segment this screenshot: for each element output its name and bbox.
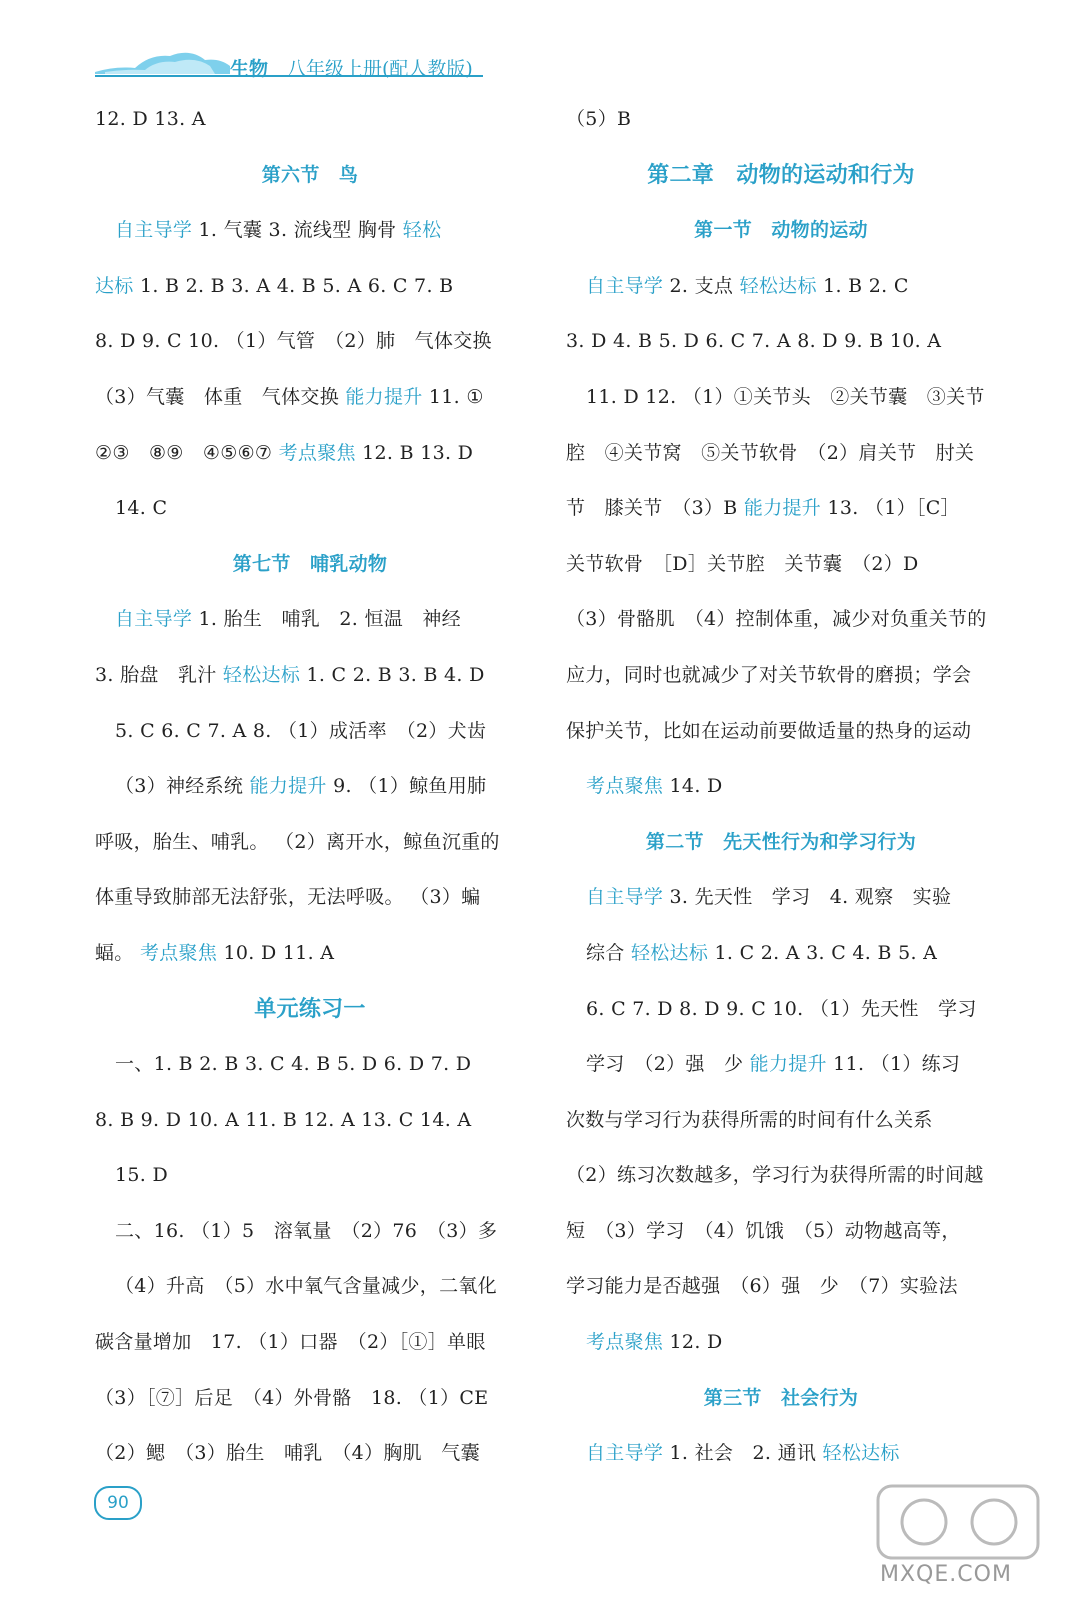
page-header	[95, 44, 485, 84]
section-tag: 能力提升	[749, 1053, 827, 1076]
answer-text: 一、1. B 2. B 3. C 4. B 5. D 6. D 7. D	[115, 1053, 472, 1076]
answer-line	[95, 314, 525, 370]
answer-line	[95, 1315, 525, 1371]
answer-text: 保护关节，比如在运动前要做适量的热身的运动	[566, 719, 972, 742]
answer-line	[95, 481, 525, 537]
answer-line	[95, 1148, 525, 1204]
answer-text: （2）练习次数越多，学习行为获得所需的时间越	[566, 1164, 984, 1187]
answer-text: 短 （3）学习 （4）饥饿 （5）动物越高等，	[566, 1219, 961, 1242]
section-tag: 轻松达标	[822, 1442, 900, 1465]
answer-text: 1. C 2. A 3. C 4. B 5. A	[708, 941, 938, 964]
section-tag: 轻松达标	[739, 274, 817, 297]
section-heading	[566, 1371, 996, 1427]
answer-text: 12. B 13. D	[355, 441, 474, 464]
answer-line	[95, 370, 525, 426]
answer-text: 10. D 11. A	[217, 941, 335, 964]
answer-text: 学习能力是否越强 （6）强 少 （7）实验法	[566, 1275, 958, 1298]
answer-text: 8. D 9. C 10. （1）气管 （2）肺 气体交换	[95, 330, 492, 353]
answer-text: 单元练习一	[254, 996, 366, 1022]
section-tag: 自主导学	[115, 608, 193, 631]
answer-text: 体重导致肺部无法舒张，无法呼吸。 （3）蝙	[95, 886, 481, 909]
answer-line	[566, 1204, 996, 1260]
answer-text: 3. 先天性 学习 4. 观察 实验	[663, 886, 952, 909]
section-heading	[95, 537, 525, 593]
answer-text: 1. 社会 2. 通讯	[663, 1442, 823, 1465]
answer-line	[566, 92, 996, 148]
answer-line	[95, 1426, 525, 1482]
answer-line	[566, 314, 996, 370]
section-tag: 能力提升	[249, 775, 327, 798]
section-heading	[95, 148, 525, 204]
answer-text: 9. （1）鲸鱼用肺	[326, 775, 487, 798]
answer-text: （3）骨骼肌 （4）控制体重，减少对负重关节的	[566, 608, 987, 631]
answer-text: 综合	[586, 941, 631, 964]
answer-text: 第三节 社会行为	[703, 1386, 859, 1409]
answer-text: 腔 ④关节窝 ⑤关节软骨 （2）肩关节 肘关	[566, 441, 975, 464]
answer-line	[566, 370, 996, 426]
answer-text: 次数与学习行为获得所需的时间有什么关系	[566, 1108, 933, 1131]
answer-line	[566, 1148, 996, 1204]
answer-line	[566, 592, 996, 648]
section-tag: 自主导学	[586, 886, 664, 909]
answer-line	[95, 759, 525, 815]
answer-line	[95, 203, 525, 259]
answer-text: （5）B	[566, 108, 632, 130]
answer-text: 学习 （2）强 少	[586, 1053, 750, 1076]
answer-text: （4）升高 （5）水中氧气含量减少，二氧化	[115, 1275, 497, 1298]
section-tag: 轻松达标	[630, 941, 709, 964]
answer-text: 1. 胎生 哺乳 2. 恒温 神经	[192, 608, 461, 631]
answer-text: 5. C 6. C 7. A 8. （1）成活率 （2）犬齿	[115, 719, 487, 742]
section-tag: 自主导学	[586, 274, 664, 297]
answer-line	[566, 1315, 996, 1371]
answer-text: 第二节 先天性行为和学习行为	[645, 830, 917, 853]
answer-text: （2）鳃 （3）胎生 哺乳 （4）胸肌 气囊	[95, 1442, 480, 1465]
answer-text: 13. （1）［C］	[821, 497, 960, 520]
section-tag: 考点聚焦	[139, 941, 218, 964]
answer-text: （3）神经系统	[115, 775, 250, 798]
answer-text: （3）气囊 体重 气体交换	[95, 385, 346, 408]
section-heading	[566, 148, 996, 204]
answer-text: 11. ①	[422, 385, 484, 408]
right-column	[566, 92, 996, 1482]
answer-text: 碳含量增加 17. （1）口器 （2）［①］单眼	[95, 1331, 486, 1354]
answer-text: 14. C	[115, 497, 168, 520]
section-tag: 考点聚焦	[278, 441, 356, 464]
page-number: 90	[94, 1486, 142, 1520]
section-tag: 自主导学	[115, 219, 193, 242]
answer-line	[95, 592, 525, 648]
section-heading	[566, 815, 996, 871]
answer-text: （3）［⑦］后足 （4）外骨骼 18. （1）CE	[95, 1386, 489, 1409]
answer-line	[566, 1093, 996, 1149]
answer-line	[566, 759, 996, 815]
answer-text: 11. D 12. （1）①关节头 ②关节囊 ③关节	[586, 385, 985, 408]
answer-line	[566, 982, 996, 1038]
answer-text: 第二章 动物的运动和行为	[647, 162, 915, 188]
answer-text: 1. 气囊 3. 流线型 胸骨	[192, 219, 403, 242]
answer-text: 11. （1）练习	[826, 1053, 961, 1076]
answer-text: 3. D 4. B 5. D 6. C 7. A 8. D 9. B 10. A	[566, 330, 942, 353]
answer-text: 第七节 哺乳动物	[232, 552, 388, 575]
answer-text: 二、16. （1）5 溶氧量 （2）76 （3）多	[115, 1219, 498, 1242]
answer-line	[95, 259, 525, 315]
answer-line	[566, 1426, 996, 1482]
answer-line	[95, 92, 525, 148]
answer-line	[566, 870, 996, 926]
answer-line	[95, 426, 525, 482]
answer-line	[95, 1093, 525, 1149]
answer-line	[566, 1259, 996, 1315]
answer-text: 1. B 2. C	[816, 274, 909, 297]
answer-line	[95, 648, 525, 704]
answer-text: 应力，同时也就减少了对关节软骨的磨损；学会	[566, 663, 972, 686]
answer-line	[95, 704, 525, 760]
answer-text: 第一节 动物的运动	[694, 219, 868, 242]
answer-text: 14. D	[663, 775, 723, 798]
answer-text: 节 膝关节 （3）B	[566, 497, 744, 520]
answer-line	[95, 815, 525, 871]
answer-text: 8. B 9. D 10. A 11. B 12. A 13. C 14. A	[95, 1108, 472, 1131]
answer-text: 3. 胎盘 乳汁	[95, 663, 223, 686]
answer-text: 蝠。	[95, 941, 140, 964]
header-subject: 生物	[230, 58, 269, 80]
answer-text: 第六节 鸟	[261, 163, 359, 186]
answer-line	[566, 481, 996, 537]
answer-text: 6. C 7. D 8. D 9. C 10. （1）先天性 学习	[586, 997, 977, 1020]
answer-line	[95, 1371, 525, 1427]
answer-text: 12. D	[663, 1331, 723, 1354]
answer-line	[566, 259, 996, 315]
section-tag: 达标	[95, 274, 134, 297]
left-column	[95, 92, 525, 1482]
answer-text: 15. D	[115, 1164, 168, 1187]
header-title: 八年级上册(配人教版)	[287, 58, 473, 80]
section-tag: 能力提升	[345, 385, 423, 408]
answer-text: 12. D 13. A	[95, 108, 206, 130]
section-heading	[95, 982, 525, 1038]
answer-line	[95, 926, 525, 982]
answer-line	[95, 1259, 525, 1315]
section-tag: 轻松	[402, 219, 442, 242]
section-tag: 能力提升	[743, 497, 822, 520]
watermark-text: MXQE.COM	[880, 1562, 1012, 1587]
answer-line	[566, 537, 996, 593]
section-tag: 考点聚焦	[586, 775, 664, 798]
answer-line	[566, 704, 996, 760]
answer-line	[566, 648, 996, 704]
answer-text: 2. 支点	[663, 274, 740, 297]
answer-text: 关节软骨 ［D］关节腔 关节囊 （2）D	[566, 552, 919, 575]
answer-line	[95, 1204, 525, 1260]
answer-line	[566, 926, 996, 982]
answer-line	[566, 1037, 996, 1093]
section-tag: 轻松达标	[222, 663, 301, 686]
answer-text: ②③ ⑧⑨ ④⑤⑥⑦	[95, 441, 279, 464]
answer-line	[95, 1037, 525, 1093]
answer-line	[566, 426, 996, 482]
section-tag: 考点聚焦	[586, 1331, 664, 1354]
section-tag: 自主导学	[586, 1442, 664, 1465]
answer-text: 呼吸，胎生、哺乳。 （2）离开水，鲸鱼沉重的	[95, 830, 500, 853]
answer-text: 1. C 2. B 3. B 4. D	[300, 663, 485, 686]
answer-text: 1. B 2. B 3. A 4. B 5. A 6. C 7. B	[133, 274, 454, 297]
answer-line	[95, 870, 525, 926]
section-heading	[566, 203, 996, 259]
